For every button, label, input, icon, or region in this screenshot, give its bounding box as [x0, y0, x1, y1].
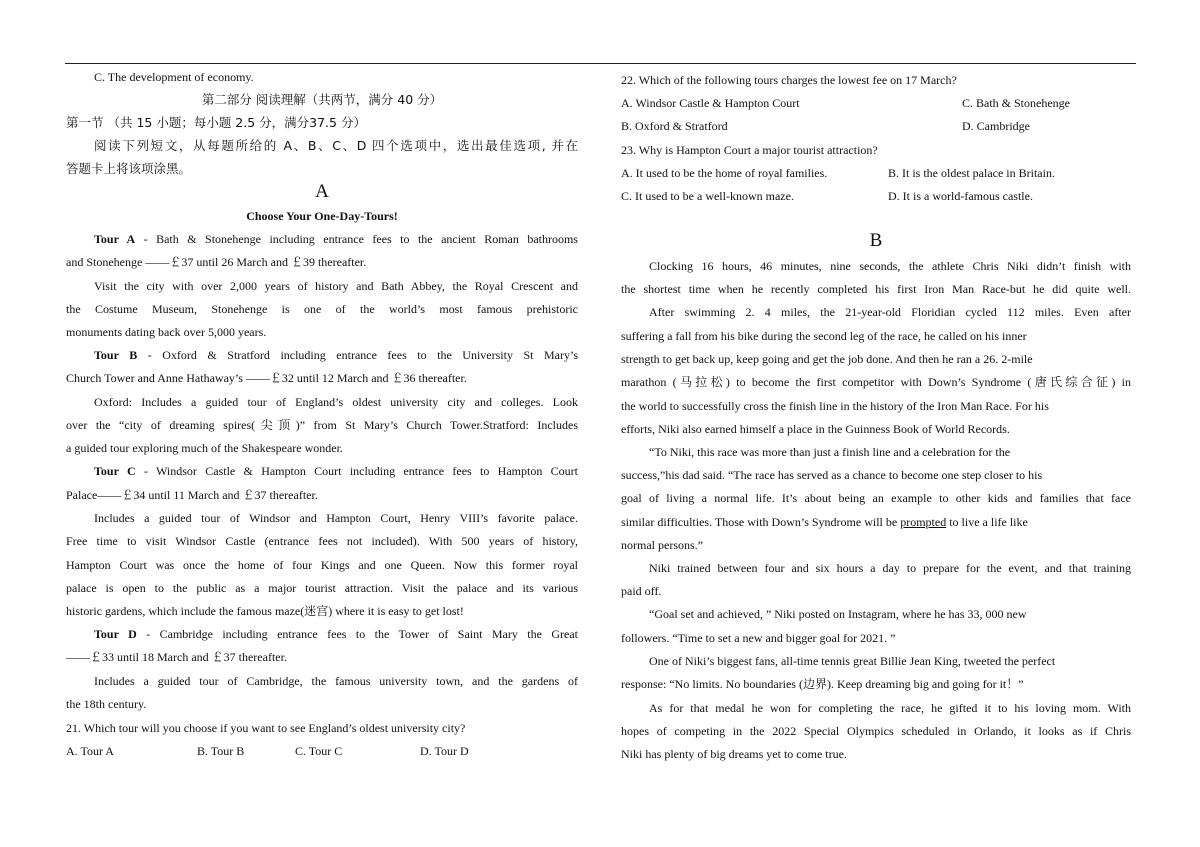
q22-option-b: B. Oxford & Stratford	[621, 119, 728, 133]
instruction-line-2: 答题卡上将该项涂黑。	[66, 161, 192, 176]
passage-b-letter: B	[869, 230, 883, 251]
passage-b-line-21: hopes of competing in the 2022 Special Olympics scheduled in Orlando, it looks as if Chris	[621, 724, 1131, 738]
passage-b-line-12	[621, 512, 1131, 532]
tour-c-line-4: Free time to visit Windsor Castle (entrance fees not included). With 500 years of history,	[66, 534, 578, 548]
tour-c-line-5: Hampton Court was once the home of four Kings and one Queen. Now this former royal	[66, 558, 578, 572]
tour-b-line-1	[94, 345, 578, 365]
tour-c-label: Tour C	[94, 464, 136, 478]
q23-option-c: C. It used to be a well-known maze.	[621, 189, 794, 203]
underlined-word-prompted: prompted	[900, 515, 947, 529]
tour-c-text: - Windsor Castle & Hampton Court including entrance fees to Hampton Court	[135, 464, 578, 478]
tour-b-label: Tour B	[94, 348, 138, 362]
tour-c-line-1	[94, 461, 578, 481]
q21-option-c: C. Tour C	[295, 744, 343, 758]
question-22-options-row-1	[621, 93, 1131, 113]
header-rule	[65, 63, 1136, 64]
tour-a-line-5: monuments dating back over 5,000 years.	[66, 325, 267, 339]
passage-b-line-17: followers. “Time to set a new and bigger goal for 2021. ”	[621, 631, 896, 645]
question-23: 23. Why is Hampton Court a major tourist attraction?	[621, 143, 878, 157]
tour-b-line-3: Oxford: Includes a guided tour of England’s oldest university city and colleges. Look	[94, 395, 578, 409]
passage-a-letter: A	[315, 181, 329, 202]
line-12-end: to live a life like	[946, 515, 1028, 529]
tour-b-line-5: a guided tour exploring much of the Shakespeare wonder.	[66, 441, 343, 455]
tour-a-text: - Bath & Stonehenge including entrance fees to the ancient Roman bathrooms	[135, 232, 578, 246]
q23-option-d: D. It is a world-famous castle.	[888, 189, 1033, 203]
option-line: C. The development of economy.	[94, 70, 254, 84]
passage-b-line-7: the world to successfully cross the finish line in the history of the Iron Man Race. For his	[621, 399, 1049, 413]
question-23-options-row-1	[621, 163, 1131, 183]
tour-a-line-3: Visit the city with over 2,000 years of history and Bath Abbey, the Royal Crescent and	[94, 279, 578, 293]
passage-b-line-2: the shortest time when he recently completed his first Iron Man Race-but he did quite well.	[621, 282, 1131, 296]
passage-b-line-20: As for that medal he won for completing the race, he gifted it to his loving mom. With	[649, 701, 1131, 715]
passage-b-line-13: normal persons.”	[621, 538, 703, 552]
tour-b-line-4: over the “city of dreaming spires(尖顶)” from St Mary’s Church Tower.Stratford: Includes	[66, 418, 578, 432]
tour-c-line-2: Palace——￡34 until 11 March and ￡37 thereafter.	[66, 488, 318, 502]
tour-c-line-6: palace is open to the public as a major tourist attraction. Visit the palace and its various	[66, 581, 578, 595]
tour-a-line-1	[94, 229, 578, 249]
question-22: 22. Which of the following tours charges the lowest fee on 17 March?	[621, 73, 957, 87]
passage-a-title: Choose Your One-Day-Tours!	[246, 209, 398, 223]
tour-d-line-3: Includes a guided tour of Cambridge, the famous university town, and the gardens of	[94, 674, 578, 688]
tour-b-line-2: Church Tower and Anne Hathaway’s ——￡32 until 12 March and ￡36 thereafter.	[66, 371, 467, 385]
instruction-line-1: 阅读下列短文，从每题所给的 A、B、C、D 四个选项中，选出最佳选项, 并在	[94, 138, 578, 153]
passage-b-line-6: marathon (马拉松) to become the first competitor with Down’s Syndrome (唐氏综合征) in	[621, 375, 1131, 389]
question-21: 21. Which tour will you choose if you want to see England’s oldest university city?	[66, 721, 466, 735]
passage-b-line-4: suffering a fall from his bike during the second leg of the race, he called on his inner	[621, 329, 1027, 343]
q21-option-b: B. Tour B	[197, 744, 245, 758]
passage-b-line-14: Niki trained between four and six hours a day to prepare for the event, and that training	[649, 561, 1131, 575]
passage-b-line-18: One of Niki’s biggest fans, all-time tennis great Billie Jean King, tweeted the perfect	[649, 654, 1056, 668]
tour-a-line-4: the Costume Museum, Stonehenge is one of the world’s most famous prehistoric	[66, 302, 578, 316]
question-23-options-row-2	[621, 186, 1131, 206]
tour-d-line-1	[94, 624, 578, 644]
q23-option-a: A. It used to be the home of royal families.	[621, 166, 828, 180]
passage-b-line-1: Clocking 16 hours, 46 minutes, nine seconds, the athlete Chris Niki didn’t finish with	[649, 259, 1131, 273]
passage-b-line-3: After swimming 2. 4 miles, the 21-year-old Floridian cycled 112 miles. Even after	[649, 305, 1131, 319]
tour-d-text: - Cambridge including entrance fees to the Tower of Saint Mary the Great	[136, 627, 578, 641]
passage-b-line-5: strength to get back up, keep going and get the job done. And then he ran a 26. 2-mile	[621, 352, 1033, 366]
section-one-heading: 第一节 （共 15 小题；每小题 2.5 分，满分37.5 分）	[66, 115, 366, 130]
tour-d-label: Tour D	[94, 627, 137, 641]
passage-b-line-11: goal of living a normal life. It’s about being an example to other kids and families that face	[621, 491, 1131, 505]
q22-option-c: C. Bath & Stonehenge	[962, 96, 1070, 110]
question-22-options-row-2	[621, 116, 1131, 136]
q22-option-d: D. Cambridge	[962, 119, 1030, 133]
passage-b-line-22: Niki has plenty of big dreams yet to come true.	[621, 747, 847, 761]
passage-b-line-15: paid off.	[621, 584, 662, 598]
tour-c-line-3: Includes a guided tour of Windsor and Hampton Court, Henry VIII’s favorite palace.	[94, 511, 578, 525]
q23-option-b: B. It is the oldest palace in Britain.	[888, 166, 1055, 180]
line-12-start: similar difficulties. Those with Down’s Syndrome will be	[621, 515, 901, 529]
q21-option-d: D. Tour D	[420, 744, 469, 758]
passage-b-line-10: success,”his dad said. “The race has served as a chance to become one step closer to his	[621, 468, 1043, 482]
tour-a-label: Tour A	[94, 232, 136, 246]
tour-d-line-4: the 18th century.	[66, 697, 147, 711]
passage-b-line-19: response: “No limits. No boundaries (边界). Keep dreaming big and going for it！”	[621, 677, 1024, 691]
question-21-options	[66, 741, 578, 761]
passage-b-line-9: “To Niki, this race was more than just a finish line and a celebration for the	[649, 445, 1011, 459]
tour-a-line-2: and Stonehenge ——￡37 until 26 March and ￡39 thereafter.	[66, 255, 367, 269]
q21-option-a: A. Tour A	[66, 744, 114, 758]
passage-b-line-8: efforts, Niki also earned himself a place in the Guinness Book of World Records.	[621, 422, 1010, 436]
passage-b-line-16: “Goal set and achieved, ” Niki posted on Instagram, where he has 33, 000 new	[649, 607, 1027, 621]
tour-c-line-7: historic gardens, which include the famous maze(迷宫) where it is easy to get lost!	[66, 604, 464, 618]
q22-option-a: A. Windsor Castle & Hampton Court	[621, 96, 800, 110]
tour-d-line-2: ——￡33 until 18 March and ￡37 thereafter.	[66, 650, 287, 664]
section-two-title: 第二部分 阅读理解（共两节，满分 40 分）	[201, 92, 443, 107]
tour-b-text: - Oxford & Stratford including entrance fees to the University St Mary’s	[137, 348, 578, 362]
